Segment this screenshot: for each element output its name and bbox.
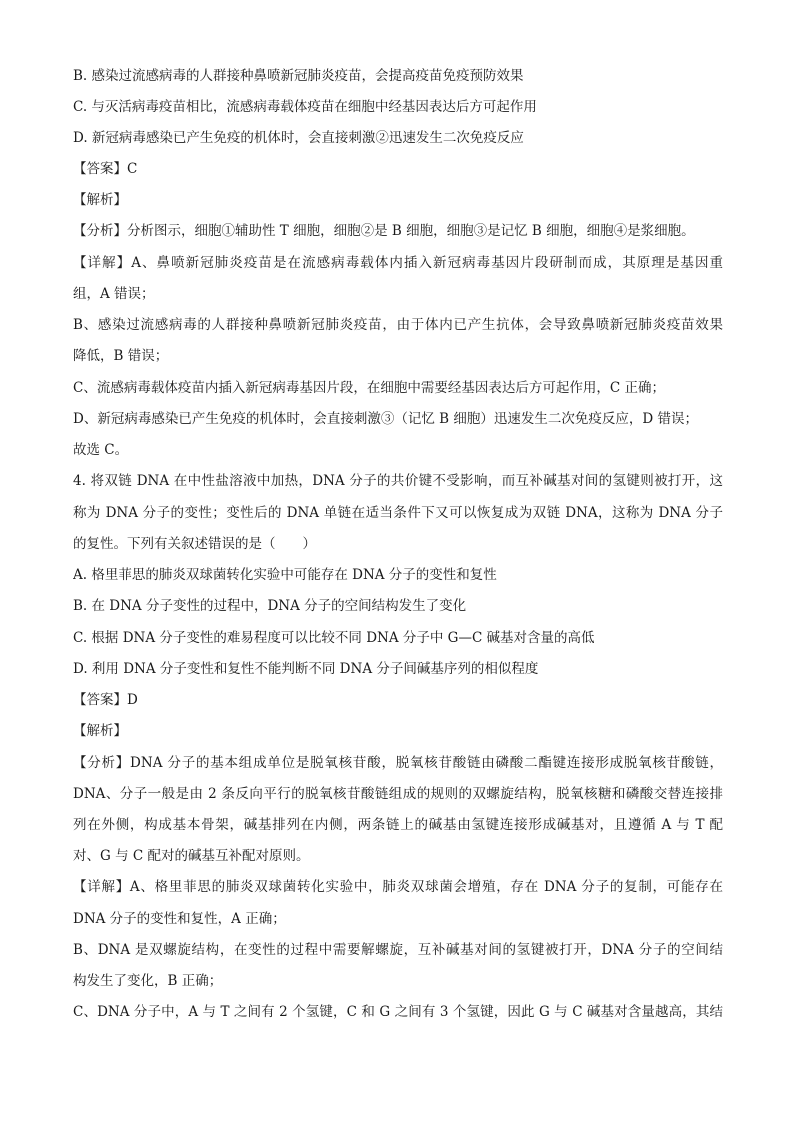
detail-line: 降低，B 错误； <box>73 348 169 364</box>
option-b-line: B. 在 DNA 分子变性的过程中，DNA 分子的空间结构发生了变化 <box>73 598 467 614</box>
detail-line: 【详解】A、格里菲思的肺炎双球菌转化实验中，肺炎双球菌会增殖，存在 DNA 分子的复制，可能存在 <box>73 879 723 895</box>
option-c-line: C. 根据 DNA 分子变性的难易程度可以比较不同 DNA 分子中 G—C 碱基对含量的高低 <box>73 630 595 646</box>
detail-line: B、DNA 是双螺旋结构，在变性的过程中需要解螺旋，互补碱基对间的氢键被打开，DNA 分子的空间结 <box>73 942 723 958</box>
analysis-line: 对、G 与 C 配对的碱基互补配对原则。 <box>73 848 310 864</box>
detail-line: 构发生了变化，B 正确； <box>73 973 223 989</box>
option-d-line: D. 利用 DNA 分子变性和复性不能判断不同 DNA 分子间碱基序列的相似程度 <box>73 661 539 677</box>
option-a-line: A. 格里菲思的肺炎双球菌转化实验中可能存在 DNA 分子的变性和复性 <box>73 567 497 583</box>
analysis-heading: 【解析】 <box>73 723 127 739</box>
question-stem-line: 称为 DNA 分子的变性；变性后的 DNA 单链在适当条件下又可以恢复成为双链 DNA，这称为 DNA 分子 <box>73 505 723 521</box>
detail-line: 组，A 错误； <box>73 286 155 302</box>
analysis-line: 【分析】DNA 分子的基本组成单位是脱氧核苷酸，脱氧核苷酸链由磷酸二酯键连接形成脱氧核苷酸链， <box>73 755 723 771</box>
analysis-heading: 【解析】 <box>73 192 127 208</box>
detail-line: C、流感病毒载体疫苗内插入新冠病毒基因片段，在细胞中需要经基因表达后方可起作用，C 正确； <box>73 380 665 396</box>
analysis-line: 列在外侧，构成基本骨架，碱基排列在内侧，两条链上的碱基由氢键连接形成碱基对，且遵循 A 与 T 配 <box>73 817 723 833</box>
detail-line: 故选 C。 <box>73 442 129 458</box>
option-c-line: C. 与灭活病毒疫苗相比，流感病毒载体疫苗在细胞中经基因表达后方可起作用 <box>73 99 537 115</box>
option-b-line: B. 感染过流感病毒的人群接种鼻喷新冠肺炎疫苗，会提高疫苗免疫预防效果 <box>73 68 524 84</box>
answer-line: 【答案】C <box>73 161 138 177</box>
detail-line: C、DNA 分子中，A 与 T 之间有 2 个氢键，C 和 G 之间有 3 个氢键，因此 G 与 C 碱基对含量越高，其结 <box>73 1004 723 1020</box>
detail-line: D、新冠病毒感染已产生免疫的机体时，会直接刺激③（记忆 B 细胞）迅速发生二次免疫反应，D 错误； <box>73 411 698 427</box>
analysis-line: DNA、分子一般是由 2 条反向平行的脱氧核苷酸链组成的规则的双螺旋结构，脱氧核糖和磷酸交替连接排 <box>73 786 723 802</box>
option-d-line: D. 新冠病毒感染已产生免疫的机体时，会直接刺激②迅速发生二次免疫反应 <box>73 130 524 146</box>
detail-line: B、感染过流感病毒的人群接种鼻喷新冠肺炎疫苗，由于体内已产生抗体，会导致鼻喷新冠肺炎疫苗效果 <box>73 317 723 333</box>
question-stem-line: 的复性。下列有关叙述错误的是（ ） <box>73 536 316 552</box>
question-stem-line: 4. 将双链 DNA 在中性盐溶液中加热，DNA 分子的共价键不受影响，而互补碱基对间的氢键则被打开，这 <box>73 473 723 489</box>
analysis-line: 【分析】分析图示，细胞①辅助性 T 细胞，细胞②是 B 细胞，细胞③是记忆 B 细胞，细胞④是浆细胞。 <box>73 223 695 239</box>
answer-line: 【答案】D <box>73 692 138 708</box>
detail-line: DNA 分子的变性和复性，A 正确； <box>73 911 286 927</box>
detail-line: 【详解】A、鼻喷新冠肺炎疫苗是在流感病毒载体内插入新冠病毒基因片段研制而成，其原理是基因重 <box>73 255 723 271</box>
